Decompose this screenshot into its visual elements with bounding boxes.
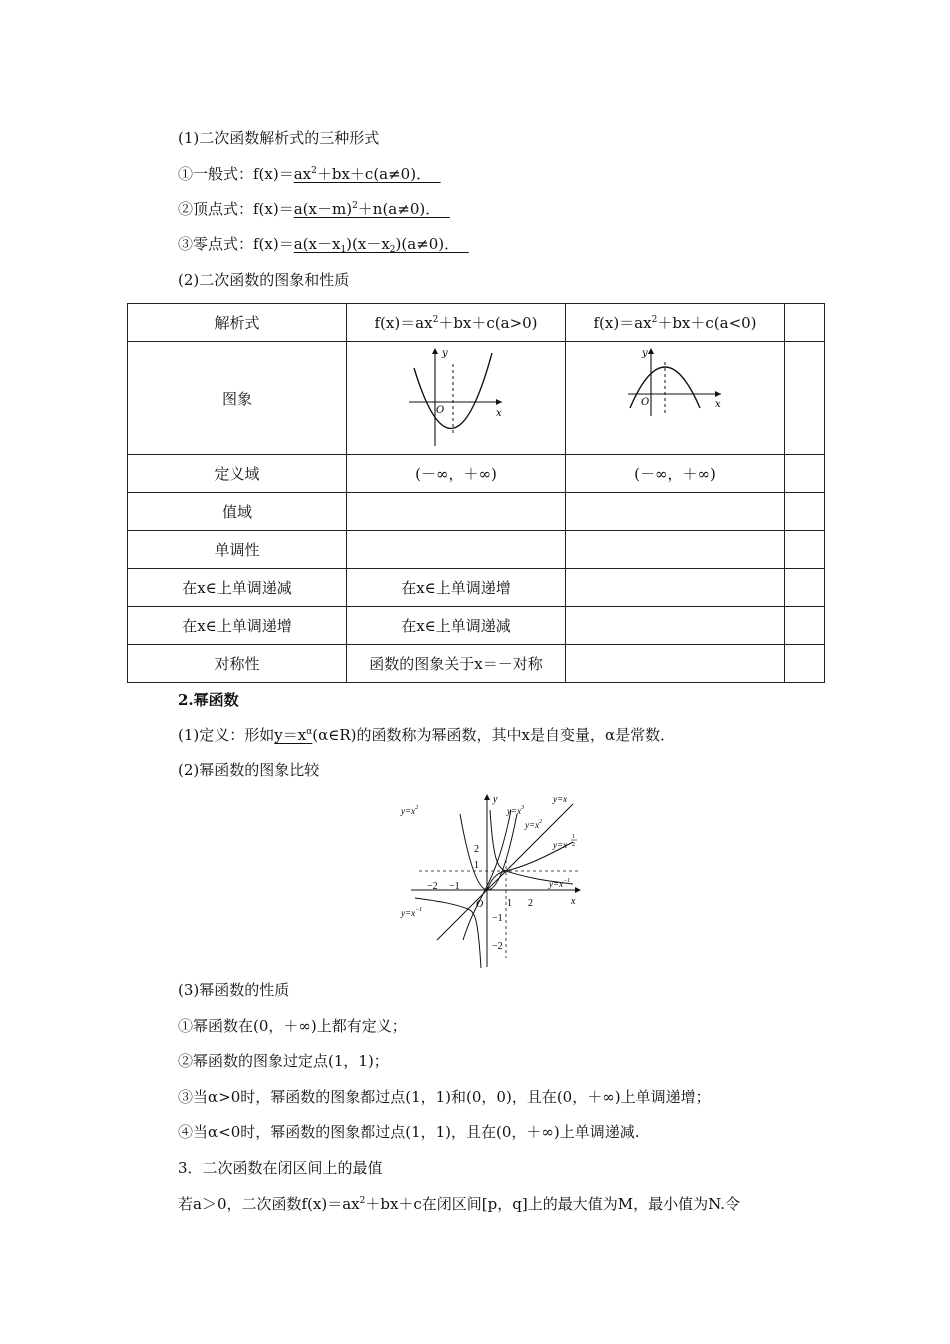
graph-cell-up bbox=[347, 342, 566, 455]
general-form-label: ①一般式：f(x)＝ bbox=[178, 165, 294, 183]
svg-text:O: O bbox=[436, 405, 445, 416]
y-axis-arrow bbox=[484, 794, 490, 800]
svg-text:2: 2 bbox=[572, 842, 575, 848]
svg-text:2: 2 bbox=[528, 898, 533, 909]
y-axis-arrow bbox=[648, 348, 654, 354]
power-props-title: (3)幂函数的性质 bbox=[178, 981, 290, 999]
cell bbox=[347, 493, 566, 531]
vertex-form-formula: $a(x-m)^2+n(a\ne 0)$． bbox=[293, 200, 441, 218]
row-label: 单调性 bbox=[128, 531, 347, 569]
quadratic-table bbox=[127, 303, 825, 683]
cell: 函数的图象关于x＝－对称 bbox=[347, 645, 566, 683]
svg-text:x: x bbox=[496, 408, 502, 419]
quad-forms-title: (1)二次函数解析式的三种形式 bbox=[178, 129, 380, 147]
row-label: 图象 bbox=[128, 342, 347, 455]
svg-text:x: x bbox=[715, 399, 721, 410]
power-prop-4: ④当α<0时，幂函数的图象都过点(1，1)，且在(0，＋∞)上单调递减. bbox=[178, 1123, 640, 1141]
cell bbox=[566, 493, 785, 531]
power-prop-3: ③当α>0时，幂函数的图象都过点(1，1)和(0，0)，且在(0，＋∞)上单调递增； bbox=[178, 1088, 711, 1106]
graph-cell-down bbox=[566, 342, 785, 455]
header-cell: 解析式 bbox=[128, 304, 347, 342]
header-cell: $f(x)=ax^2+bx+c(a<0)$ bbox=[566, 304, 785, 342]
power-prop-1: ①幂函数在(0，＋∞)上都有定义； bbox=[178, 1017, 407, 1035]
y-axis-arrow bbox=[432, 348, 438, 354]
cell: 在x∈上单调递增 bbox=[347, 569, 566, 607]
svg-text:y=x−1: $y=x^{-1}$ bbox=[401, 907, 423, 918]
empty-cell bbox=[785, 304, 825, 342]
table-row bbox=[128, 645, 825, 683]
svg-text:2: 2 bbox=[474, 844, 479, 855]
svg-text:−2: −2 bbox=[427, 881, 438, 892]
svg-text:y: y bbox=[642, 348, 648, 359]
cell bbox=[566, 607, 785, 645]
general-form bbox=[178, 164, 441, 184]
svg-text:O: O bbox=[476, 899, 484, 910]
row-label: 在x∈上单调递减 bbox=[128, 569, 347, 607]
svg-text:y=x2: $y=x^2$ bbox=[525, 819, 543, 830]
svg-text:−1: −1 bbox=[449, 881, 460, 892]
power-prop-2: ②幂函数的图象过定点(1，1)； bbox=[178, 1052, 389, 1070]
row-label: 值域 bbox=[128, 493, 347, 531]
svg-text:y=x2: $y=x^2$ bbox=[401, 805, 419, 816]
cell bbox=[566, 531, 785, 569]
cell bbox=[566, 569, 785, 607]
cell: (－∞，＋∞) bbox=[347, 455, 566, 493]
power-function-svg bbox=[397, 790, 587, 968]
svg-text:−1: −1 bbox=[492, 913, 503, 924]
cell: 在x∈上单调递减 bbox=[347, 607, 566, 645]
x-axis-arrow bbox=[496, 399, 502, 405]
svg-text:y: y bbox=[442, 348, 448, 359]
zero-form bbox=[178, 234, 469, 254]
svg-text:1: 1 bbox=[507, 898, 512, 909]
graph-props-title: (2)二次函数的图象和性质 bbox=[178, 271, 350, 289]
empty-cell bbox=[785, 342, 825, 455]
svg-text:1: 1 bbox=[474, 860, 479, 871]
closed-interval-text: 若a＞0，二次函数$f(x)=ax^2+bx+c$在闭区间[p，q]上的最大值为M，最小值为N.令 bbox=[178, 1195, 741, 1213]
svg-text:y=x−1: $y=x^{-1}$ bbox=[549, 878, 571, 889]
zero-form-label: ③零点式：f(x)＝ bbox=[178, 235, 294, 253]
table-row bbox=[128, 342, 825, 455]
empty-cell bbox=[785, 455, 825, 493]
vertex-form bbox=[178, 199, 450, 219]
table-row bbox=[128, 531, 825, 569]
power-definition: (1)定义：形如$y=x^\alpha(\alpha\in R)$的函数称为幂函数，其中x是自变量，α是常数． bbox=[178, 726, 676, 744]
cell bbox=[566, 645, 785, 683]
table-row bbox=[128, 569, 825, 607]
x-axis-arrow bbox=[575, 887, 581, 893]
header-cell: $f(x)=ax^2+bx+c(a>0)$ bbox=[347, 304, 566, 342]
svg-text:x: x bbox=[571, 896, 576, 907]
curve-x-inverse-left bbox=[415, 898, 484, 968]
power-section-title: 2.幂函数 bbox=[178, 691, 239, 709]
empty-cell bbox=[785, 531, 825, 569]
row-label: 对称性 bbox=[128, 645, 347, 683]
table-row bbox=[128, 607, 825, 645]
zero-form-formula: $a(x-x_1)(x-x_2)(a\ne 0)$． bbox=[293, 235, 460, 255]
parabola-up-graph bbox=[406, 346, 506, 446]
empty-cell bbox=[785, 645, 825, 683]
svg-text:O: O bbox=[641, 397, 650, 408]
general-form-formula: $ax^2+bx+c(a\ne 0)$． bbox=[293, 165, 432, 183]
vertex-form-label: ②顶点式：f(x)＝ bbox=[178, 200, 294, 218]
table-row bbox=[128, 493, 825, 531]
closed-interval-title: 3．二次函数在闭区间上的最值 bbox=[178, 1159, 383, 1177]
table-header-row bbox=[128, 304, 825, 342]
svg-text:y=x: y=x bbox=[553, 840, 568, 850]
power-def-formula: $y=x^\alpha$ bbox=[274, 726, 313, 744]
cell: (－∞，＋∞) bbox=[566, 455, 785, 493]
power-function-figure bbox=[397, 790, 587, 968]
svg-text:1: 1 bbox=[572, 834, 575, 840]
x-axis-arrow bbox=[715, 391, 721, 397]
table-row bbox=[128, 455, 825, 493]
cell bbox=[347, 531, 566, 569]
empty-cell bbox=[785, 607, 825, 645]
svg-text:y: y bbox=[493, 794, 498, 805]
svg-text:−2: −2 bbox=[492, 941, 503, 952]
parabola-down-graph bbox=[625, 346, 725, 446]
curve-x-squared bbox=[460, 814, 517, 890]
power-compare-title: (2)幂函数的图象比较 bbox=[178, 761, 320, 779]
svg-text:y=x3: $y=x^3$ bbox=[507, 805, 525, 816]
row-label: 定义域 bbox=[128, 455, 347, 493]
curve-x bbox=[437, 804, 573, 940]
empty-cell bbox=[785, 493, 825, 531]
empty-cell bbox=[785, 569, 825, 607]
svg-text:y=x: y=x bbox=[553, 794, 568, 804]
row-label: 在x∈上单调递增 bbox=[128, 607, 347, 645]
